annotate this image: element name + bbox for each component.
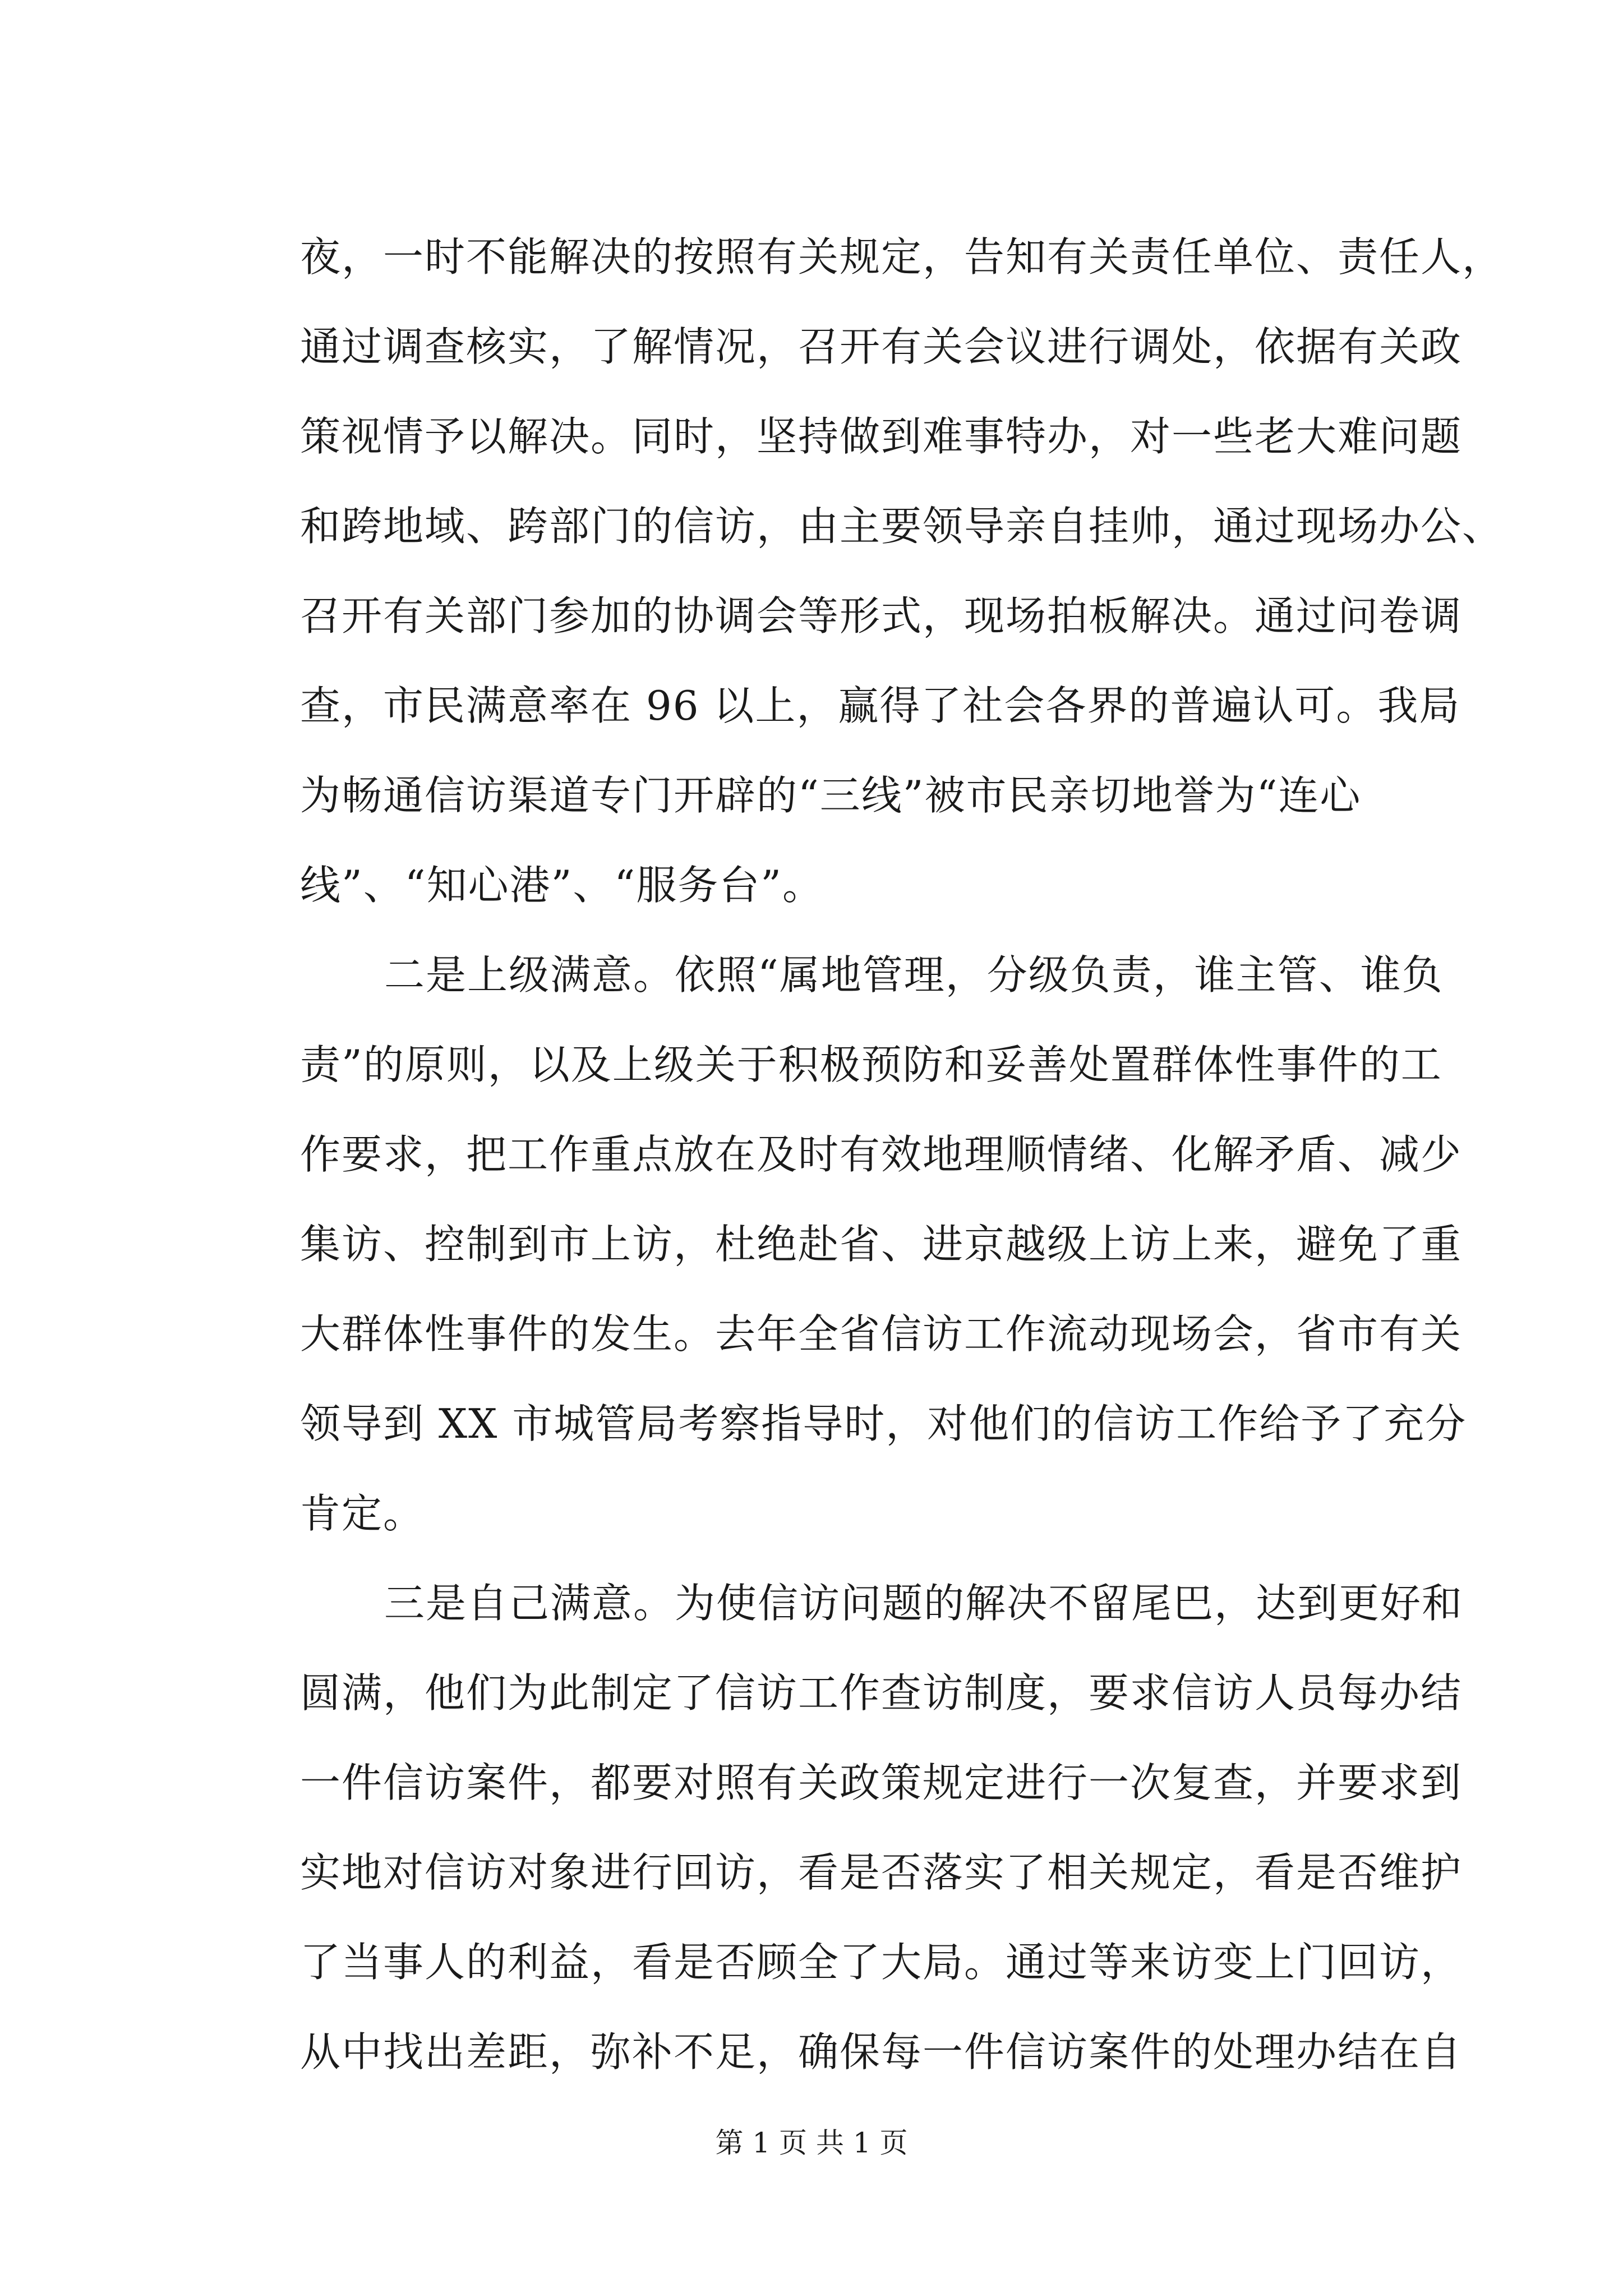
text-line: 领导到 XX 市城管局考察指导时，对他们的信访工作给予了充分 (300, 1400, 1467, 1447)
text-line: 通过调查核实，了解情况，召开有关会议进行调处，依据有关政 (300, 323, 1463, 370)
text-line: 肯定。 (300, 1490, 425, 1537)
text-line: 查，市民满意率在 96 以上，赢得了社会各界的普遍认可。我局 (300, 682, 1461, 729)
page-number-label: 第 1 页 共 1 页 (715, 2127, 908, 2159)
text-line: 线”、“知心港”、“服务台”。 (300, 862, 824, 909)
text-line: 实地对信访对象进行回访，看是否落实了相关规定，看是否维护 (300, 1849, 1463, 1896)
text-line: 召开有关部门参加的协调会等形式，现场拍板解决。通过问卷调 (300, 592, 1463, 639)
page-footer (0, 2123, 1623, 2162)
text-line: 大群体性事件的发生。去年全省信访工作流动现场会，省市有关 (300, 1310, 1463, 1358)
text-line: 圆满，他们为此制定了信访工作查访制度，要求信访人员每办结 (300, 1669, 1463, 1717)
text-line: 策视情予以解决。同时，坚持做到难事特办，对一些老大难问题 (300, 413, 1463, 460)
text-line: 责”的原则，以及上级关于积极预防和妥善处置群体性事件的工 (300, 1041, 1442, 1088)
paragraph-first-line: 二是上级满意。依照“属地管理，分级负责，谁主管、谁负 (384, 951, 1444, 999)
paragraph-first-line: 三是自己满意。为使信访问题的解决不留尾巴，达到更好和 (384, 1580, 1464, 1627)
text-line: 为畅通信访渠道专门开辟的“三线”被市民亲切地誉为“连心 (300, 772, 1362, 819)
text-line: 一件信访案件，都要对照有关政策规定进行一次复查，并要求到 (300, 1759, 1463, 1806)
text-line: 从中找出差距，弥补不足，确保每一件信访案件的处理办结在自 (300, 2028, 1463, 2076)
document-body (300, 212, 1504, 2097)
text-line: 和跨地域、跨部门的信访，由主要领导亲自挂帅，通过现场办公、 (300, 503, 1504, 550)
text-line: 集访、控制到市上访，杜绝赴省、进京越级上访上来，避免了重 (300, 1221, 1463, 1268)
text-line: 了当事人的利益，看是否顾全了大局。通过等来访变上门回访， (300, 1939, 1463, 1986)
text-line: 作要求，把工作重点放在及时有效地理顺情绪、化解矛盾、减少 (300, 1131, 1463, 1178)
text-line: 夜，一时不能解决的按照有关规定，告知有关责任单位、责任人， (300, 233, 1504, 280)
